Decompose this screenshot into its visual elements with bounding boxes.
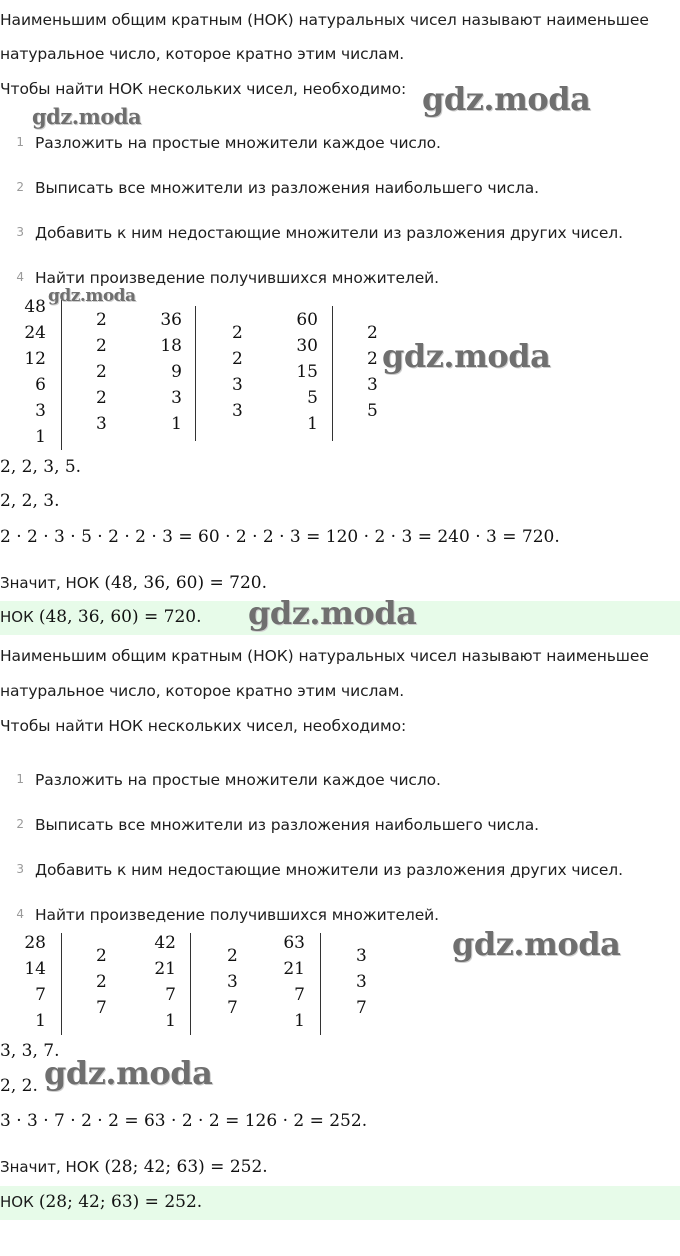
table-cell: 3 (35, 401, 46, 421)
step-text: Добавить к ним недостающие множители из разложения других чисел. (35, 861, 623, 879)
step-number: 1 (16, 772, 24, 786)
table-cell: 3 (356, 946, 367, 966)
step-text: Добавить к ним недостающие множители из разложения других чисел. (35, 224, 623, 242)
table-cell: 18 (160, 336, 182, 356)
answer-math: (28; 42; 63) = 252. (38, 1192, 203, 1212)
answer (0, 1192, 202, 1212)
table-cell: 24 (24, 323, 46, 343)
table-cell: 3 (232, 401, 243, 421)
table-cell: 7 (356, 998, 367, 1018)
table-cell: 2 (96, 388, 107, 408)
table-cell: 2 (96, 336, 107, 356)
table-cell: 7 (227, 998, 238, 1018)
table-divider (332, 306, 333, 441)
step-text: Выписать все множители из разложения наибольшего числа. (35, 179, 539, 197)
table-cell: 2 (232, 323, 243, 343)
table-cell: 2 (367, 349, 378, 369)
table-divider (190, 933, 191, 1035)
table-cell: 1 (35, 1011, 46, 1031)
table-cell: 2 (227, 946, 238, 966)
step-number: 1 (16, 135, 24, 149)
table-cell: 63 (283, 933, 305, 953)
table-cell: 7 (96, 998, 107, 1018)
intro-text-line-3: Чтобы найти НОК нескольких чисел, необходимо: (0, 80, 407, 98)
watermark-logo: gdz.moda (422, 80, 591, 118)
table-cell: 1 (165, 1011, 176, 1031)
watermark-logo: gdz.moda (32, 104, 142, 129)
product-equation: 3 · 3 · 7 · 2 · 2 = 63 · 2 · 2 = 126 · 2 = 252. (0, 1111, 368, 1131)
table-cell: 1 (294, 1011, 305, 1031)
watermark-logo: gdz.moda (452, 925, 621, 963)
table-cell: 1 (307, 414, 318, 434)
step-number: 3 (16, 862, 24, 876)
table-cell: 2 (96, 946, 107, 966)
step-text: Выписать все множители из разложения наибольшего числа. (35, 816, 539, 834)
table-divider (320, 933, 321, 1035)
table-cell: 21 (154, 959, 176, 979)
watermark-logo: gdz.moda (48, 286, 136, 306)
watermark-logo: gdz.moda (382, 337, 551, 375)
table-cell: 60 (296, 310, 318, 330)
conclusion (0, 573, 267, 593)
step-number: 2 (16, 180, 24, 194)
table-cell: 3 (171, 388, 182, 408)
table-cell: 3 (367, 375, 378, 395)
conclusion-math: (28; 42; 63) = 252. (104, 1157, 268, 1177)
conclusion-label: Значит, НОК (0, 1158, 100, 1176)
watermark-logo: gdz.moda (248, 594, 417, 632)
step-text: Разложить на простые множители каждое число. (35, 771, 441, 789)
answer-math: (48, 36, 60) = 720. (38, 607, 202, 627)
table-cell: 3 (356, 972, 367, 992)
table-cell: 2 (367, 323, 378, 343)
table-cell: 1 (35, 427, 46, 447)
factors-list: 2, 2, 3. (0, 491, 60, 511)
table-divider (61, 300, 62, 450)
conclusion (0, 1157, 268, 1177)
intro-text-line-2: натуральное число, которое кратно этим числам. (0, 682, 405, 700)
table-cell: 7 (294, 985, 305, 1005)
table-cell: 28 (24, 933, 46, 953)
product-equation: 2 · 2 · 3 · 5 · 2 · 2 · 3 = 60 · 2 · 2 · 3 = 120 · 2 · 3 = 240 · 3 = 720. (0, 527, 560, 547)
table-cell: 2 (96, 362, 107, 382)
conclusion-label: Значит, НОК (0, 574, 100, 592)
table-cell: 30 (296, 336, 318, 356)
table-cell: 7 (35, 985, 46, 1005)
table-cell: 14 (24, 959, 46, 979)
table-cell: 2 (96, 310, 107, 330)
factors-list: 2, 2, 3, 5. (0, 457, 82, 477)
step-text: Найти произведение получившихся множителей. (35, 906, 439, 924)
table-cell: 3 (227, 972, 238, 992)
table-cell: 3 (232, 375, 243, 395)
factors-list: 3, 3, 7. (0, 1041, 60, 1061)
table-cell: 15 (296, 362, 318, 382)
table-divider (195, 306, 196, 441)
table-cell: 21 (283, 959, 305, 979)
table-cell: 9 (171, 362, 182, 382)
intro-text-line-2: натуральное число, которое кратно этим числам. (0, 45, 405, 63)
step-number: 4 (16, 270, 24, 284)
intro-text-line-3: Чтобы найти НОК нескольких чисел, необходимо: (0, 717, 407, 735)
step-number: 3 (16, 225, 24, 239)
table-cell: 7 (165, 985, 176, 1005)
answer-label: НОК (0, 1193, 34, 1211)
factors-list: 2, 2. (0, 1076, 38, 1096)
table-cell: 42 (154, 933, 176, 953)
table-cell: 2 (96, 972, 107, 992)
table-cell: 48 (24, 297, 46, 317)
answer (0, 607, 202, 627)
step-number: 2 (16, 817, 24, 831)
step-number: 4 (16, 907, 24, 921)
step-text: Разложить на простые множители каждое число. (35, 134, 441, 152)
table-cell: 3 (96, 414, 107, 434)
table-cell: 5 (367, 401, 378, 421)
table-cell: 12 (24, 349, 46, 369)
watermark-logo: gdz.moda (44, 1054, 213, 1092)
intro-text-line-1: Наименьшим общим кратным (НОК) натуральных чисел называют наименьшее (0, 647, 649, 665)
conclusion-math: (48, 36, 60) = 720. (104, 573, 268, 593)
table-divider (61, 933, 62, 1035)
intro-text-line-1: Наименьшим общим кратным (НОК) натуральных чисел называют наименьшее (0, 11, 649, 29)
table-cell: 5 (307, 388, 318, 408)
table-cell: 1 (171, 414, 182, 434)
table-cell: 2 (232, 349, 243, 369)
table-cell: 36 (160, 310, 182, 330)
answer-label: НОК (0, 608, 34, 626)
step-text: Найти произведение получившихся множителей. (35, 269, 439, 287)
table-cell: 6 (35, 375, 46, 395)
